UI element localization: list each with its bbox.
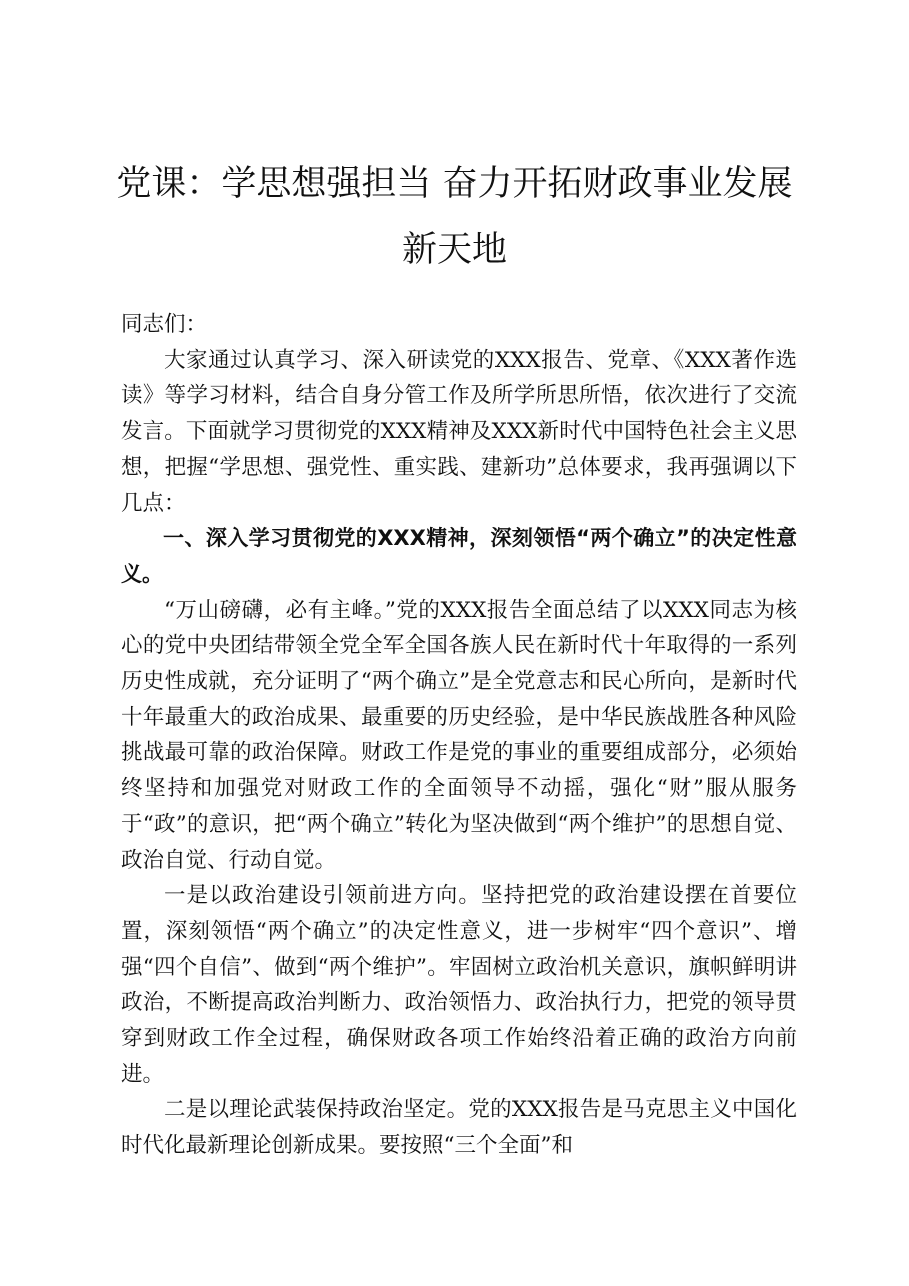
- paragraph-point-1: 一是以政治建设引领前进方向。坚持把党的政治建设摆在首要位置，深刻领悟“两个确立”的决定性意义，进一步树牢“四个意识”、增强“四个自信”、做到“两个维护”。牢固树立政治机关意识，旗帜鲜明讲政治，不断提高政治判断力、政治领悟力、政治执行力，把党的领导贯穿到财政工作全过程，确保财政各项工作始终沿着正确的政治方向前进。: [121, 883, 797, 1087]
- paragraph-section1-body: “万山磅礴，必有主峰。”党的XXX报告全面总结了以XXX同志为核心的党中央团结带领全党全军全国各族人民在新时代十年取得的一系列历史性成就，充分证明了“两个确立”是全党意志和民心所向，是新时代十年最重大的政治成果、最重要的历史经验，是中华民族战胜各种风险挑战最可靠的政治保障。财政工作是党的事业的重要组成部分，必须始终坚持和加强党对财政工作的全面领导不动摇，强化“财”服从服务于“政”的意识，把“两个确立”转化为坚决做到“两个维护”的思想自觉、政治自觉、行动自觉。: [121, 597, 797, 873]
- greeting: 同志们：: [121, 312, 208, 337]
- document-title-line2: 新天地: [401, 230, 507, 270]
- document-body: [121, 307, 797, 1164]
- paragraph-point-2: 二是以理论武装保持政治坚定。党的XXX报告是马克思主义中国化时代化最新理论创新成果。要按照“三个全面”和: [121, 1097, 797, 1159]
- section-heading-1: 一、深入学习贯彻党的XXX精神，深刻领悟“两个确立”的决定性意义。: [121, 526, 797, 586]
- document-title-line1: 党课：学思想强担当 奋力开拓财政事业发展: [116, 164, 793, 204]
- paragraph-intro: 大家通过认真学习、深入研读党的XXX报告、党章、《XXX著作选读》等学习材料，结合自身分管工作及所学所思所悟，依次进行了交流发言。下面就学习贯彻党的XXX精神及XXX新时代中国特色社会主义思想，把握“学思想、强党性、重实践、建新功”总体要求，我再强调以下几点：: [121, 347, 797, 516]
